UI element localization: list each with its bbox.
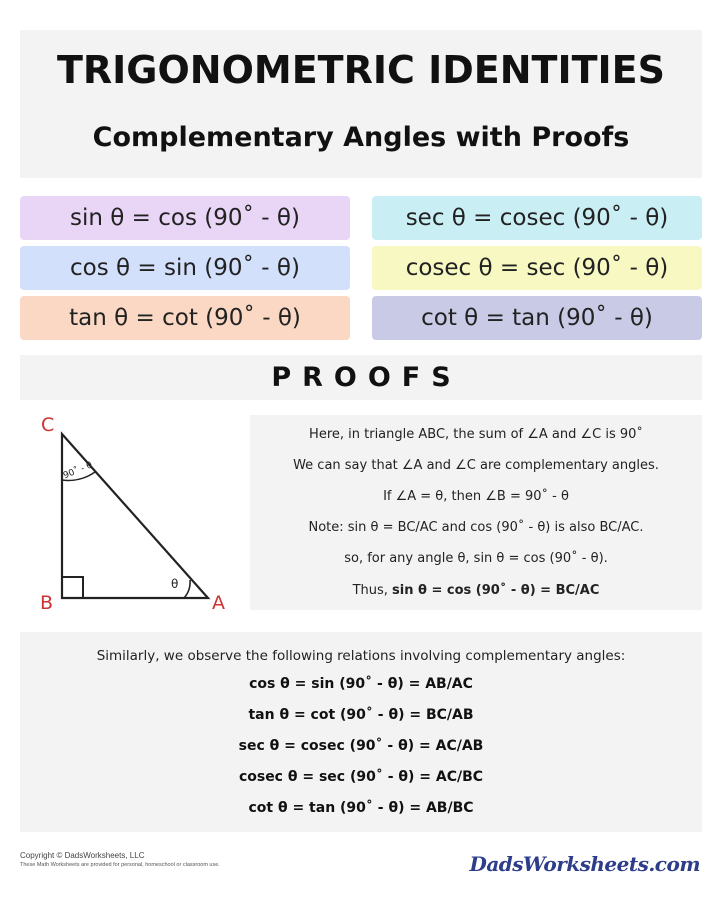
relation-cos: cos θ = sin (90˚ - θ) = AB/AC [249,676,473,692]
angle-a-label: θ [171,577,179,591]
page-subtitle: Complementary Angles with Proofs [92,122,630,153]
proof-conclusion-prefix: Thus, [352,583,393,598]
triangle-diagram [18,410,248,620]
right-angle-marker [62,577,83,598]
proof-line: We can say that ∠A and ∠C are complementary angles. [293,458,659,473]
copyright-note: These Math Worksheets are provided for personal, homeschool or classroom use. [20,862,220,868]
identity-sec: sec θ = cosec (90˚ - θ) [372,196,702,240]
vertex-b-label: B [40,592,54,614]
relation-sec: sec θ = cosec (90˚ - θ) = AC/AB [238,738,484,754]
proof-conclusion-formula: sin θ = cos (90˚ - θ) = BC/AC [392,583,600,598]
identity-cosec: cosec θ = sec (90˚ - θ) [372,246,702,290]
identity-sin: sin θ = cos (90˚ - θ) [20,196,350,240]
relation-cosec: cosec θ = sec (90˚ - θ) = AC/BC [238,769,484,785]
relation-tan: tan θ = cot (90˚ - θ) = BC/AB [248,707,474,723]
vertex-c-label: C [41,414,55,436]
page-title: TRIGONOMETRIC IDENTITIES [56,48,666,92]
proof-panel [250,415,702,610]
relation-cot: cot θ = tan (90˚ - θ) = AB/BC [248,800,474,816]
proofs-heading-bar [20,355,702,400]
identity-cos: cos θ = sin (90˚ - θ) [20,246,350,290]
proof-conclusion [250,583,702,598]
copyright-text: Copyright © DadsWorksheets, LLC [20,851,145,860]
triangle-figure [18,410,248,620]
angle-c-label: 90˚ - θ [62,460,94,482]
similar-relations-panel [20,632,702,832]
header-panel [20,30,702,178]
proof-line: If ∠A = θ, then ∠B = 90˚ - θ [383,489,569,504]
proofs-heading: PROOFS [271,362,462,393]
angle-a-arc [184,580,190,598]
dadsworksheets-logo: DadsWorksheets.com [469,852,700,876]
proof-line: Note: sin θ = BC/AC and cos (90˚ - θ) is also BC/AC. [308,520,644,535]
similar-intro: Similarly, we observe the following relations involving complementary angles: [96,648,626,664]
triangle-outline [62,434,208,598]
identity-tan: tan θ = cot (90˚ - θ) [20,296,350,340]
proof-line: Here, in triangle ABC, the sum of ∠A and ∠C is 90˚ [309,427,643,442]
identity-cot: cot θ = tan (90˚ - θ) [372,296,702,340]
proof-line: so, for any angle θ, sin θ = cos (90˚ - θ). [344,551,608,566]
vertex-a-label: A [212,592,225,614]
